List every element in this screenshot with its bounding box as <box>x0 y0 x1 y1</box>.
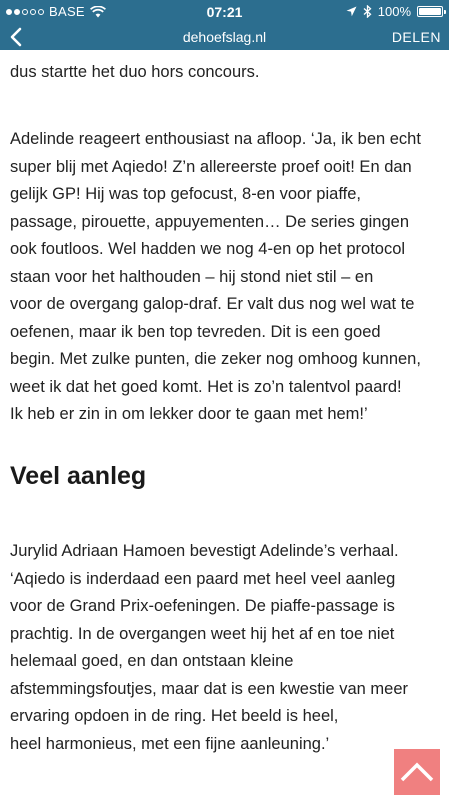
text-line: Adelinde reageert enthousiast na afloop. ‘Ja, ik ben echt <box>10 130 421 148</box>
status-right <box>346 4 443 19</box>
intro-line <box>10 59 259 87</box>
section-heading: Veel aanleg <box>10 462 147 490</box>
page-host: dehoefslag.nl <box>182 29 267 45</box>
text-line: super blij met Aqiedo! Z’n allereerste proef ooit! En dan <box>10 157 412 176</box>
scroll-to-top-button[interactable] <box>394 749 440 795</box>
battery-icon <box>417 6 443 17</box>
text-line: afstemmingsfoutjes, maar dat is een kwestie van meer <box>10 679 409 698</box>
text-line: helemaal goed, en dan ontstaan kleine <box>10 652 294 670</box>
text-line: oefenen, maar ik ben top tevreden. Dit is een goed <box>10 322 381 341</box>
browser-top-bar <box>0 0 449 50</box>
carrier-name: BASE <box>49 4 85 19</box>
bluetooth-icon <box>363 5 372 18</box>
share-button[interactable]: DELEN <box>391 29 441 45</box>
text-line: voor de overgang galop-draf. Er valt dus nog wel wat te <box>10 295 415 313</box>
text-line: ‘Aqiedo is inderdaad een paard met heel veel aanleg <box>10 569 396 588</box>
status-bar <box>0 0 449 24</box>
text-line: voor de Grand Prix-oefeningen. De piaffe-passage is <box>10 597 395 615</box>
location-arrow-icon <box>346 6 357 17</box>
status-time: 07:21 <box>206 4 243 20</box>
battery-percentage: 100% <box>377 4 411 19</box>
text-line: heel harmonieus, met een fijne aanleuning.’ <box>10 734 330 753</box>
text-line: ervaring opdoen in de ring. Het beeld is heel, <box>10 707 339 725</box>
text-line: staan voor het halthouden – hij stond niet stil – en <box>10 267 374 286</box>
text-line: prachtig. In de overgangen weet hij het af en toe niet <box>10 624 395 643</box>
text-line: ook foutloos. Wel hadden we nog 4-en op het protocol <box>10 240 406 258</box>
text-line: passage, pirouette, appuyementen… De series gingen <box>10 212 410 231</box>
text-line: gelijk GP! Hij was top gefocust, 8-en voor piaffe, <box>10 185 361 203</box>
paragraph-jurylid <box>10 538 408 758</box>
text-line: weet ik dat het goed komt. Het is zo’n talentvol paard! <box>10 377 402 396</box>
text-line: Ik heb er zin in om lekker door te gaan met hem!’ <box>10 405 368 423</box>
text-line: begin. Met zulke punten, die zeker nog omhoog kunnen, <box>10 350 421 368</box>
text-line: Jurylid Adriaan Hamoen bevestigt Adelinde’s verhaal. <box>10 542 399 560</box>
navigation-row <box>0 24 449 50</box>
paragraph-adelinde <box>10 126 421 429</box>
chevron-up-icon <box>400 762 434 782</box>
text-line: dus startte het duo hors concours. <box>10 63 260 81</box>
